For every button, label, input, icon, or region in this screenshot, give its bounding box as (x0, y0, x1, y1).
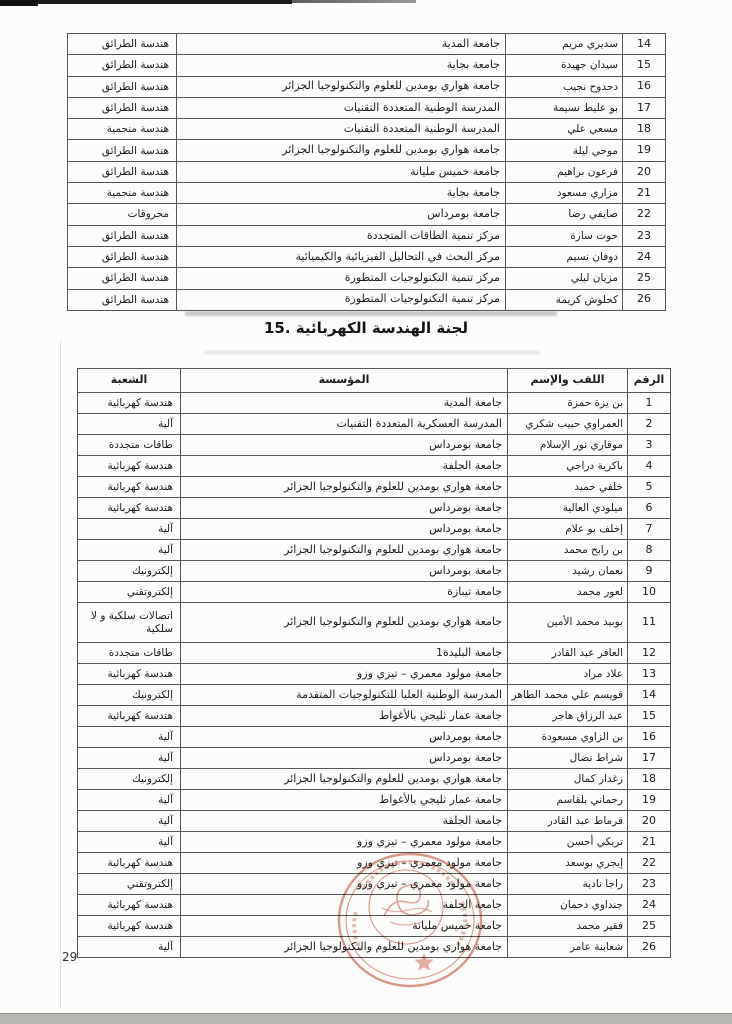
specialty-cell: هندسة الطرائق (68, 55, 177, 76)
person-name-cell: دوفان نسيم (506, 246, 623, 267)
row-number-cell: 26 (628, 937, 671, 958)
institution-cell: جامعة مولود معمري – تيزي وزو (181, 853, 508, 874)
row-number-cell: 17 (623, 97, 666, 118)
institution-cell: جامعة مولود معمري – تيزي وزو (181, 874, 508, 895)
table-row (78, 498, 671, 519)
specialty-cell: هندسة كهربائية (78, 393, 181, 414)
institution-cell: جامعة بجاية (177, 55, 506, 76)
person-name-cell: مزيان ليلي (506, 268, 623, 289)
row-number-cell: 12 (628, 643, 671, 664)
column-header-specialty: الشعبة (78, 369, 181, 393)
institution-cell: جامعة بومرداس (181, 727, 508, 748)
specialty-cell: هندسة الطرائق (68, 140, 177, 161)
specialty-cell: آلية (78, 790, 181, 811)
table-row (78, 456, 671, 477)
row-number-cell: 18 (628, 769, 671, 790)
person-name-cell: دحدوح نجيب (506, 76, 623, 97)
row-number-cell: 7 (628, 519, 671, 540)
institution-cell: جامعة بومرداس (181, 561, 508, 582)
section-heading: 15. لجنة الهندسة الكهربائية (263, 319, 469, 337)
row-number-cell: 8 (628, 540, 671, 561)
institution-cell: جامعة المدية (181, 393, 508, 414)
institution-cell: جامعة هواري بومدين للعلوم والتكنولوجيا الجزائر (177, 76, 506, 97)
specialty-cell: هندسة كهربائية (78, 853, 181, 874)
specialty-cell: إلكترونيك (78, 769, 181, 790)
specialty-cell: آلية (78, 937, 181, 958)
person-name-cell: عبد الرزاق هاجر (508, 706, 628, 727)
table-row (68, 289, 666, 310)
specialty-cell: هندسة الطرائق (68, 34, 177, 55)
person-name-cell: إيجري بوسعد (508, 853, 628, 874)
row-number-cell: 19 (623, 140, 666, 161)
institution-cell: جامعة البليدة1 (181, 643, 508, 664)
specialty-cell: آلية (78, 748, 181, 769)
row-number-cell: 24 (623, 246, 666, 267)
row-number-cell: 22 (628, 853, 671, 874)
table-row (78, 643, 671, 664)
table-row (78, 727, 671, 748)
row-number-cell: 20 (623, 161, 666, 182)
person-name-cell: لعور محمد (508, 582, 628, 603)
person-name-cell: ميلودي العالية (508, 498, 628, 519)
table-row (78, 832, 671, 853)
column-header-name: اللقب والإسم (508, 369, 628, 393)
table-row (68, 76, 666, 97)
institution-cell: جامعة هواري بومدين للعلوم والتكنولوجيا الجزائر (181, 603, 508, 643)
table-row (68, 246, 666, 267)
specialty-cell: هندسة كهربائية (78, 916, 181, 937)
scan-artifact-streak (185, 311, 557, 316)
specialty-cell: هندسة كهربائية (78, 706, 181, 727)
row-number-cell: 14 (623, 34, 666, 55)
page-number: 29 (62, 950, 78, 964)
table-row (78, 790, 671, 811)
row-number-cell: 25 (623, 268, 666, 289)
committee-table-continuation (67, 33, 666, 311)
person-name-cell: فرعون براهيم (506, 161, 623, 182)
table-row (68, 161, 666, 182)
table-row (78, 582, 671, 603)
row-number-cell: 11 (628, 603, 671, 643)
specialty-cell: آلية (78, 811, 181, 832)
table-header-row (78, 369, 671, 393)
person-name-cell: بن يزة حمزة (508, 393, 628, 414)
row-number-cell: 18 (623, 119, 666, 140)
specialty-cell: آلية (78, 832, 181, 853)
specialty-cell: إلكتروتقني (78, 874, 181, 895)
row-number-cell: 25 (628, 916, 671, 937)
row-number-cell: 6 (628, 498, 671, 519)
institution-cell: المدرسة العسكرية المتعددة التقنيات (181, 414, 508, 435)
table-row (68, 183, 666, 204)
row-number-cell: 3 (628, 435, 671, 456)
scan-artifact-bottom-edge (0, 1013, 732, 1024)
person-name-cell: حوت سارة (506, 225, 623, 246)
institution-cell: المدرسة الوطنية المتعددة التقنيات (177, 119, 506, 140)
person-name-cell: قرماط عبد القادر (508, 811, 628, 832)
person-name-cell: قويسم علي محمد الطاهر (508, 685, 628, 706)
institution-cell: جامعة هواري بومدين للعلوم والتكنولوجيا الجزائر (181, 477, 508, 498)
person-name-cell: العمراوي حبيب شكري (508, 414, 628, 435)
institution-cell: جامعة بومرداس (181, 519, 508, 540)
person-name-cell: بن رابح محمد (508, 540, 628, 561)
table-row (68, 97, 666, 118)
row-number-cell: 15 (623, 55, 666, 76)
person-name-cell: تريكي أحسن (508, 832, 628, 853)
person-name-cell: سديري مريم (506, 34, 623, 55)
specialty-cell: هندسة منجمية (68, 183, 177, 204)
row-number-cell: 26 (623, 289, 666, 310)
person-name-cell: صايفي رضا (506, 204, 623, 225)
specialty-cell: هندسة الطرائق (68, 225, 177, 246)
table-row (78, 519, 671, 540)
person-name-cell: بوبيد محمد الأمين (508, 603, 628, 643)
specialty-cell: هندسة الطرائق (68, 97, 177, 118)
row-number-cell: 10 (628, 582, 671, 603)
scan-artifact-top-gray (292, 0, 416, 3)
person-name-cell: خلفي حميد (508, 477, 628, 498)
row-number-cell: 19 (628, 790, 671, 811)
institution-cell: جامعة تيبازة (181, 582, 508, 603)
table-row (78, 811, 671, 832)
person-name-cell: راجا نادية (508, 874, 628, 895)
person-name-cell: كحلوش كريمة (506, 289, 623, 310)
row-number-cell: 5 (628, 477, 671, 498)
specialty-cell: هندسة الطرائق (68, 246, 177, 267)
table-row (78, 706, 671, 727)
institution-cell: جامعة بومرداس (181, 435, 508, 456)
institution-cell: جامعة الجلفة (181, 456, 508, 477)
electrical-engineering-committee-table (77, 368, 671, 958)
scan-artifact-streak (205, 351, 540, 354)
table-row (78, 853, 671, 874)
institution-cell: المدرسة الوطنية العليا للتكنولوجيات المتقدمة (181, 685, 508, 706)
table-row (78, 874, 671, 895)
person-name-cell: مسعي علي (506, 119, 623, 140)
row-number-cell: 22 (623, 204, 666, 225)
table-row (68, 204, 666, 225)
specialty-cell: آلية (78, 414, 181, 435)
table-row (68, 55, 666, 76)
row-number-cell: 21 (623, 183, 666, 204)
table-row (68, 119, 666, 140)
specialty-cell: آلية (78, 540, 181, 561)
person-name-cell: رحماني بلقاسم (508, 790, 628, 811)
table-row (68, 34, 666, 55)
person-name-cell: نعمان رشيد (508, 561, 628, 582)
institution-cell: جامعة خميس مليانة (181, 916, 508, 937)
specialty-cell: هندسة منجمية (68, 119, 177, 140)
institution-cell: مركز البحث في التحاليل الفيزيائية والكيميائية (177, 246, 506, 267)
specialty-cell: هندسة الطرائق (68, 268, 177, 289)
specialty-cell: اتصالات سلكية و لا سلكية (78, 603, 181, 643)
institution-cell: جامعة عمار ثليجي بالأغواط (181, 790, 508, 811)
scan-artifact-top-blob (0, 0, 38, 6)
institution-cell: جامعة هواري بومدين للعلوم والتكنولوجيا الجزائر (181, 769, 508, 790)
person-name-cell: موحي ليلة (506, 140, 623, 161)
table-row (78, 685, 671, 706)
row-number-cell: 20 (628, 811, 671, 832)
row-number-cell: 2 (628, 414, 671, 435)
institution-cell: جامعة المدية (177, 34, 506, 55)
scan-artifact-top-bar (0, 0, 292, 4)
table-row (78, 435, 671, 456)
specialty-cell: هندسة كهربائية (78, 456, 181, 477)
table-row (78, 916, 671, 937)
table-row (78, 393, 671, 414)
person-name-cell: جنداوي دحمان (508, 895, 628, 916)
institution-cell: مركز تنمية التكنولوجيات المتطورة (177, 289, 506, 310)
row-number-cell: 16 (628, 727, 671, 748)
specialty-cell: هندسة كهربائية (78, 498, 181, 519)
specialty-cell: إلكتروتقني (78, 582, 181, 603)
table-row (78, 748, 671, 769)
table-row (78, 414, 671, 435)
specialty-cell: هندسة كهربائية (78, 895, 181, 916)
person-name-cell: العافر عبد القادر (508, 643, 628, 664)
table-row (78, 895, 671, 916)
specialty-cell: محروقات (68, 204, 177, 225)
specialty-cell: طاقات متجددة (78, 435, 181, 456)
institution-cell: جامعة بومرداس (177, 204, 506, 225)
table-row (68, 268, 666, 289)
institution-cell: جامعة مولود معمري – تيزي وزو (181, 664, 508, 685)
person-name-cell: شعابنة عامر (508, 937, 628, 958)
column-header-number: الرقم (628, 369, 671, 393)
institution-cell: مركز تنمية الطاقات المتجددة (177, 225, 506, 246)
row-number-cell: 17 (628, 748, 671, 769)
scan-artifact-fold-line (60, 340, 61, 1008)
institution-cell: جامعة هواري بومدين للعلوم والتكنولوجيا الجزائر (177, 140, 506, 161)
person-name-cell: زغدار كمال (508, 769, 628, 790)
person-name-cell: فقير محمد (508, 916, 628, 937)
institution-cell: جامعة بومرداس (181, 498, 508, 519)
column-header-institution: المؤسسة (181, 369, 508, 393)
table-row (78, 937, 671, 958)
table-row (78, 561, 671, 582)
institution-cell: مركز تنمية التكنولوجيات المتطورة (177, 268, 506, 289)
specialty-cell: إلكترونيك (78, 685, 181, 706)
row-number-cell: 15 (628, 706, 671, 727)
specialty-cell: هندسة الطرائق (68, 161, 177, 182)
person-name-cell: مزاري مسعود (506, 183, 623, 204)
table-row (78, 603, 671, 643)
specialty-cell: آلية (78, 519, 181, 540)
table-row (78, 477, 671, 498)
institution-cell: جامعة بومرداس (181, 748, 508, 769)
institution-cell: جامعة هواري بومدين للعلوم والتكنولوجيا الجزائر (181, 540, 508, 561)
person-name-cell: شراط نضال (508, 748, 628, 769)
institution-cell: جامعة الجلفة (181, 895, 508, 916)
person-name-cell: إخلف بو علام (508, 519, 628, 540)
institution-cell: جامعة بجاية (177, 183, 506, 204)
specialty-cell: هندسة كهربائية (78, 477, 181, 498)
person-name-cell: باكرية دراجي (508, 456, 628, 477)
specialty-cell: هندسة الطرائق (68, 76, 177, 97)
institution-cell: جامعة هواري بومدين للعلوم والتكنولوجيا الجزائر (181, 937, 508, 958)
specialty-cell: إلكترونيك (78, 561, 181, 582)
person-name-cell: سيدان جهيدة (506, 55, 623, 76)
row-number-cell: 14 (628, 685, 671, 706)
row-number-cell: 9 (628, 561, 671, 582)
row-number-cell: 13 (628, 664, 671, 685)
table-row (78, 769, 671, 790)
row-number-cell: 21 (628, 832, 671, 853)
institution-cell: جامعة عمار ثليجي بالأغواط (181, 706, 508, 727)
table-row (68, 225, 666, 246)
person-name-cell: علاد مراد (508, 664, 628, 685)
row-number-cell: 23 (628, 874, 671, 895)
table-row (78, 664, 671, 685)
specialty-cell: آلية (78, 727, 181, 748)
institution-cell: جامعة مولود معمري – تيزي وزو (181, 832, 508, 853)
table-row (68, 140, 666, 161)
institution-cell: المدرسة الوطنية المتعددة التقنيات (177, 97, 506, 118)
person-name-cell: بو عليط نسيمة (506, 97, 623, 118)
person-name-cell: موقاري نور الإسلام (508, 435, 628, 456)
row-number-cell: 1 (628, 393, 671, 414)
institution-cell: جامعة الجلفة (181, 811, 508, 832)
table-row (78, 540, 671, 561)
row-number-cell: 4 (628, 456, 671, 477)
person-name-cell: بن الزاوي مسعودة (508, 727, 628, 748)
institution-cell: جامعة خميس مليانة (177, 161, 506, 182)
row-number-cell: 16 (623, 76, 666, 97)
specialty-cell: هندسة كهربائية (78, 664, 181, 685)
specialty-cell: هندسة الطرائق (68, 289, 177, 310)
row-number-cell: 23 (623, 225, 666, 246)
specialty-cell: طاقات متجددة (78, 643, 181, 664)
row-number-cell: 24 (628, 895, 671, 916)
